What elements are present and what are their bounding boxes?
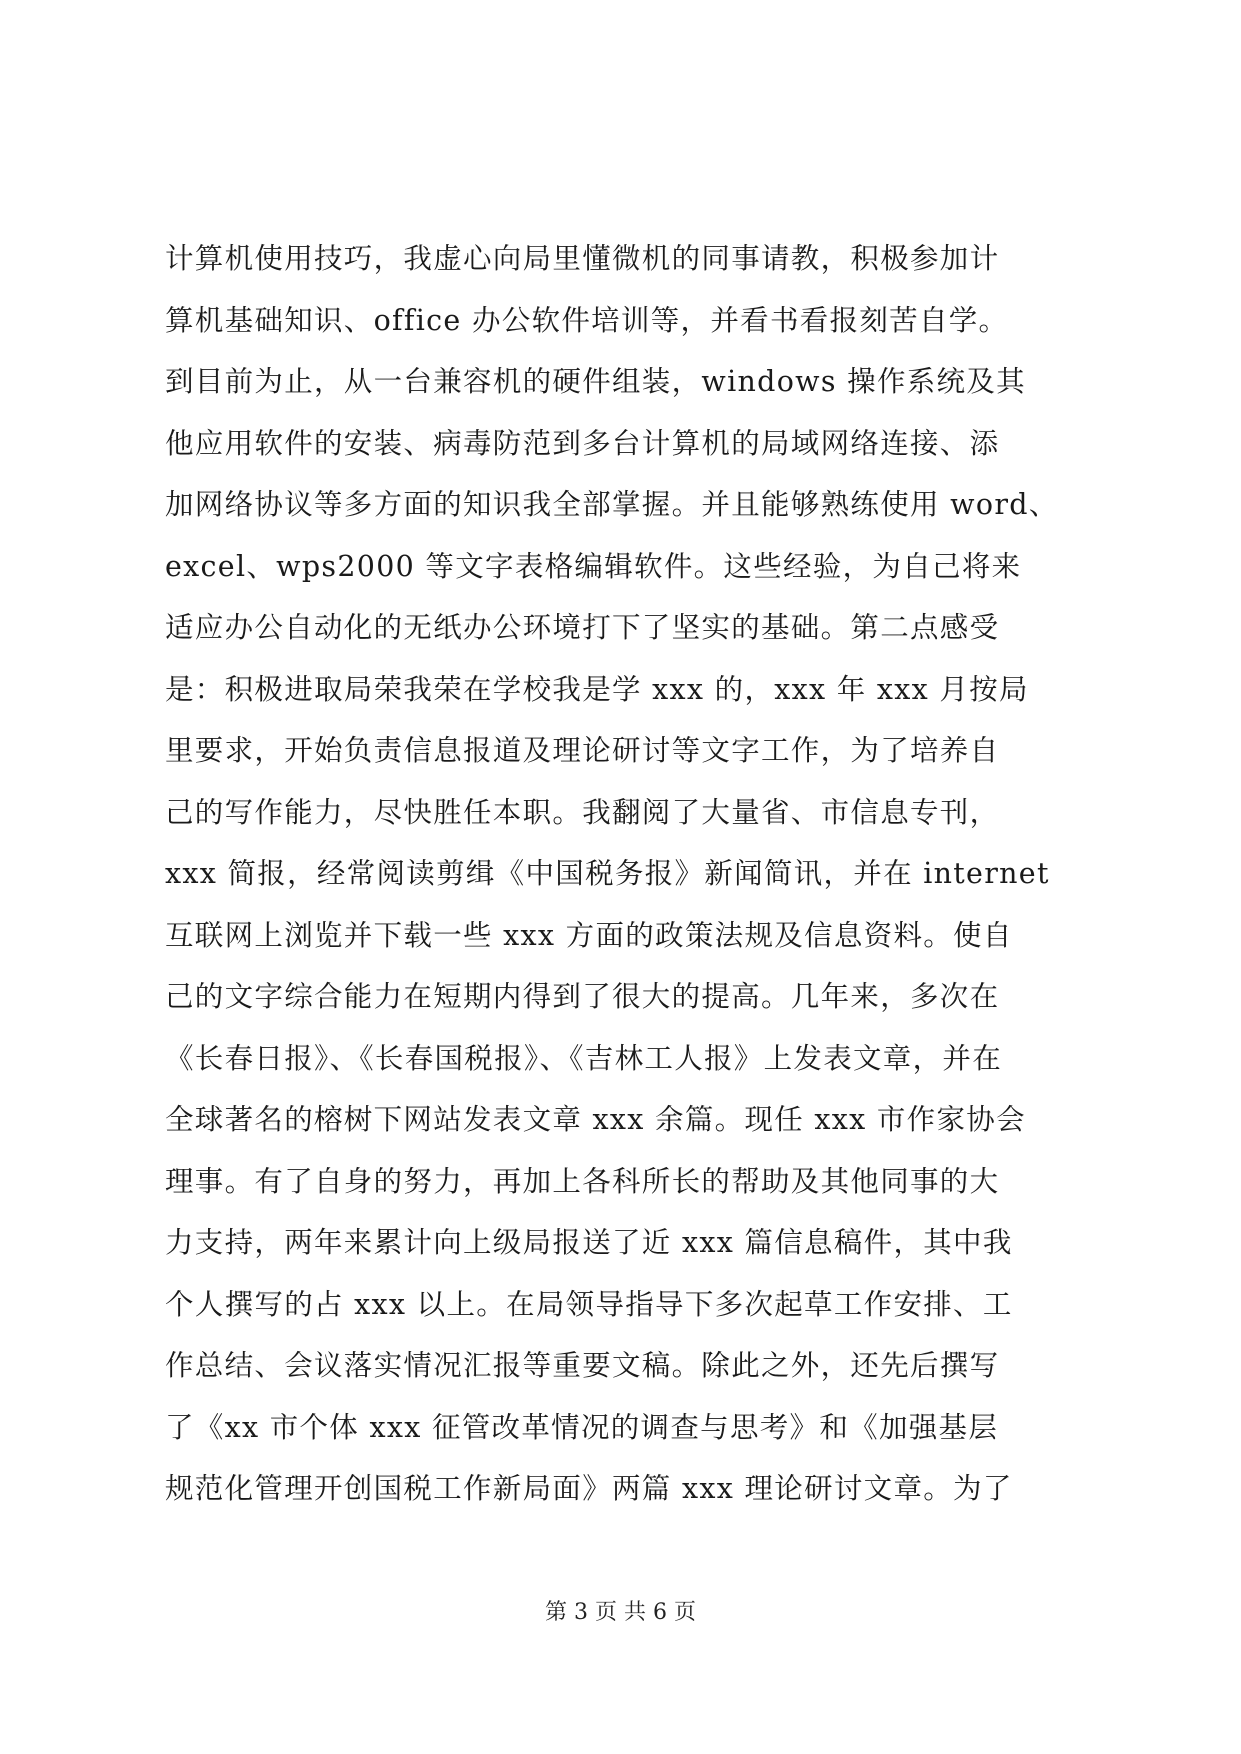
text-line: 适应办公自动化的无纸办公环境打下了坚实的基础。第二点感受 bbox=[165, 611, 1000, 644]
text-line: 他应用软件的安装、病毒防范到多台计算机的局域网络连接、添 bbox=[165, 426, 1000, 460]
text-line: 计算机使用技巧，我虚心向局里懂微机的同事请教，积极参加计 bbox=[165, 242, 1000, 275]
text-line: 力支持，两年来累计向上级局报送了近 xxx 篇信息稿件，其中我 bbox=[165, 1226, 1013, 1259]
text-line: 己的写作能力，尽快胜任本职。我翻阅了大量省、市信息专刊， bbox=[165, 795, 1000, 829]
body-text bbox=[165, 228, 1095, 1520]
text-line: 己的文字综合能力在短期内得到了很大的提高。几年来，多次在 bbox=[165, 980, 1000, 1013]
text-line: 了《xx 市个体 xxx 征管改革情况的调查与思考》和《加强基层 bbox=[165, 1410, 999, 1444]
text-line: excel、wps2000 等文字表格编辑软件。这些经验，为自己将来 bbox=[165, 549, 1022, 583]
text-line: 规范化管理开创国税工作新局面》两篇 xxx 理论研讨文章。为了 bbox=[165, 1472, 1013, 1505]
text-line: 《长春日报》、《长春国税报》、《吉林工人报》上发表文章，并在 bbox=[165, 1041, 1003, 1075]
page-number: 第 3 页 共 6 页 bbox=[545, 1600, 696, 1625]
text-line: 全球著名的榕树下网站发表文章 xxx 余篇。现任 xxx 市作家协会 bbox=[165, 1103, 1026, 1136]
text-line: 理事。有了自身的努力，再加上各科所长的帮助及其他同事的大 bbox=[165, 1164, 1000, 1198]
text-line: 到目前为止，从一台兼容机的硬件组装，windows 操作系统及其 bbox=[165, 365, 1026, 398]
text-line: 个人撰写的占 xxx 以上。在局领导指导下多次起草工作安排、工 bbox=[165, 1287, 1013, 1321]
text-line: 是：积极进取局荣我荣在学校我是学 xxx 的，xxx 年 xxx 月按局 bbox=[165, 672, 1029, 706]
text-line: xxx 简报，经常阅读剪缉《中国税务报》新闻简讯，并在 internet bbox=[165, 857, 1050, 890]
text-line: 算机基础知识、office 办公软件培训等，并看书看报刻苦自学。 bbox=[165, 303, 1009, 337]
text-line: 互联网上浏览并下载一些 xxx 方面的政策法规及信息资料。使自 bbox=[165, 918, 1013, 952]
text-line: 里要求，开始负责信息报道及理论研讨等文字工作，为了培养自 bbox=[165, 734, 1000, 767]
text-line: 加网络协议等多方面的知识我全部掌握。并且能够熟练使用 word、 bbox=[165, 488, 1059, 521]
page-footer bbox=[0, 1598, 1241, 1628]
text-line: 作总结、会议落实情况汇报等重要文稿。除此之外，还先后撰写 bbox=[165, 1349, 1000, 1382]
